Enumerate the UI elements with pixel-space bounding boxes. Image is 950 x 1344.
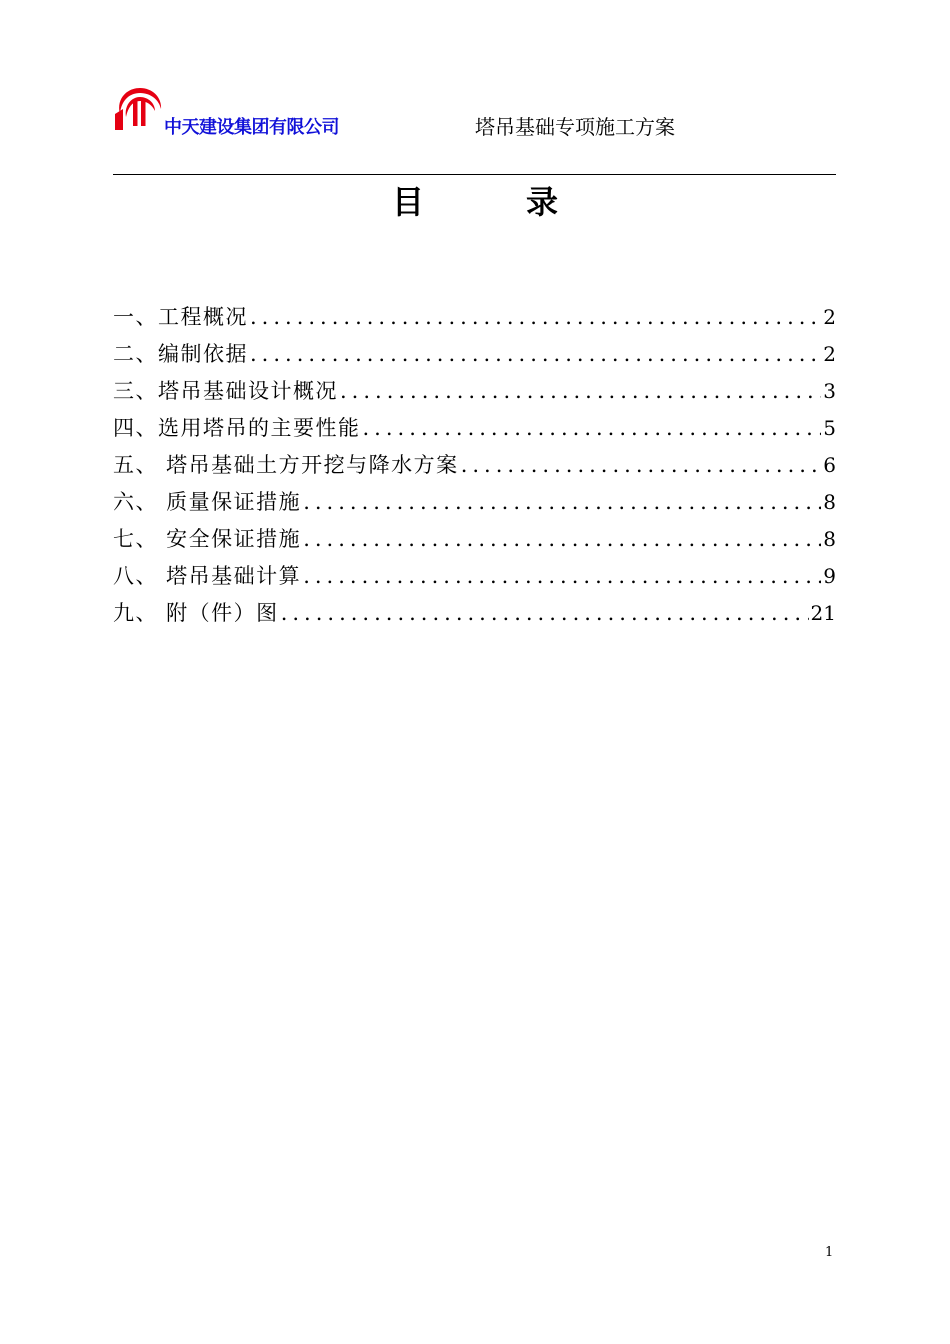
toc-entry[interactable] [113,373,836,410]
toc-entry-page: 2 [823,342,836,366]
toc-entry[interactable] [113,336,836,373]
document-title: 塔吊基础专项施工方案 [475,115,675,139]
toc-heading-right: 录 [526,183,559,221]
toc-entry-page: 9 [823,564,836,588]
page-number: 1 [825,1245,834,1260]
zhongtian-logo-icon [113,84,165,132]
toc-dot-leader [301,484,821,521]
toc-entry-page: 21 [810,601,836,625]
toc-entry-page: 3 [823,379,836,403]
toc-dot-leader [338,373,821,410]
toc-dot-leader [361,410,822,447]
header-divider [113,174,836,175]
toc-entry-label: 七、 安全保证措施 [113,527,302,551]
toc-entry-label: 一、工程概况 [113,305,248,329]
toc-entry-label: 二、编制依据 [113,342,248,366]
toc-dot-leader [248,299,821,336]
toc-dot-leader [248,336,821,373]
toc-entry[interactable] [113,595,836,632]
toc-entry-label: 三、塔吊基础设计概况 [113,379,338,403]
toc-dot-leader [279,595,809,632]
company-name: 中天建设集团有限公司 [164,117,339,138]
toc-dot-leader [301,521,821,558]
toc-entry-page: 8 [823,527,836,551]
toc-entry[interactable] [113,484,836,521]
toc-entry-label: 九、 附（件）图 [113,601,279,625]
toc-entry[interactable] [113,299,836,336]
toc-entry[interactable] [113,447,836,484]
toc-heading [0,180,950,224]
toc-dot-leader [301,558,821,595]
toc-entry-label: 四、选用塔吊的主要性能 [113,416,361,440]
toc-heading-left: 目 [391,183,424,221]
toc-entry-page: 6 [823,453,836,477]
table-of-contents [113,299,836,632]
toc-entry-label: 八、 塔吊基础计算 [113,564,302,588]
toc-entry-label: 五、 塔吊基础土方开挖与降水方案 [113,453,459,477]
toc-entry[interactable] [113,410,836,447]
toc-entry-label: 六、 质量保证措施 [113,490,302,514]
toc-dot-leader [459,447,822,484]
toc-entry-page: 5 [823,416,836,440]
toc-entry-page: 8 [823,490,836,514]
page-header [113,80,836,174]
toc-entry[interactable] [113,558,836,595]
toc-entry-page: 2 [823,305,836,329]
toc-entry[interactable] [113,521,836,558]
